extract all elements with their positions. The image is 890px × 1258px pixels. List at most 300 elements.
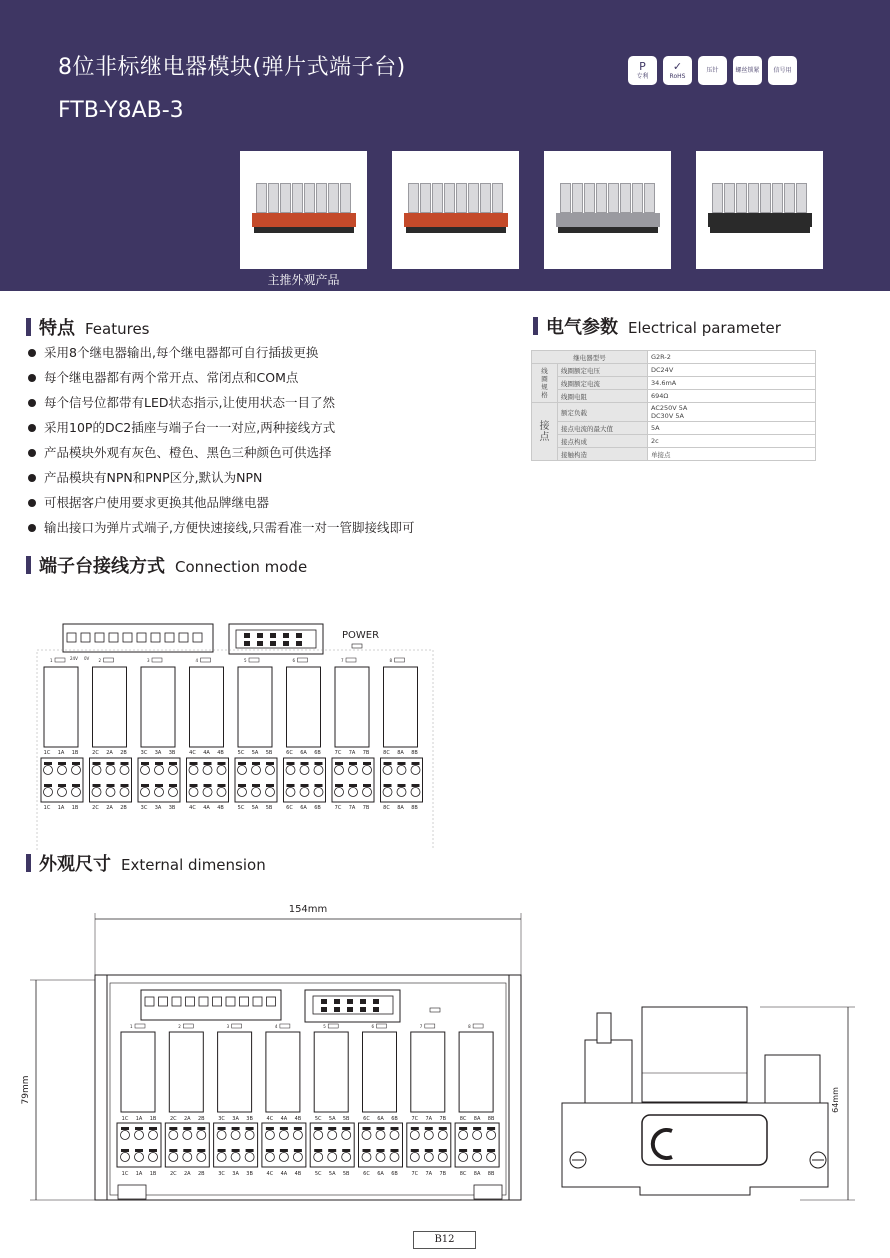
terminal-hole-icon — [149, 1153, 158, 1162]
relay-icon — [268, 183, 279, 213]
relay-icon — [724, 183, 735, 213]
terminal-hole-icon — [487, 1131, 496, 1140]
spring-lever — [459, 1127, 467, 1130]
bullet-icon — [28, 499, 36, 507]
relay-icon — [340, 183, 351, 213]
spec-key: 线圈电阻 — [558, 390, 648, 403]
screw-icon — [226, 997, 235, 1006]
terminal-hole-icon — [106, 766, 115, 775]
spring-lever — [473, 1149, 481, 1152]
spec-value: 2c — [648, 435, 816, 448]
pin-label: 5A — [251, 750, 259, 756]
relay-icon — [796, 183, 807, 213]
terminal-hole-icon — [286, 788, 295, 797]
screw-icon — [240, 997, 249, 1006]
feature-item: 每个信号位都带有LED状态指示,让使用状态一目了然 — [28, 395, 414, 420]
connection-title-en: Connection mode — [175, 558, 308, 576]
power-label: POWER — [342, 630, 380, 641]
terminal-hole-icon — [141, 788, 150, 797]
spec-key: 继电器型号 — [532, 351, 648, 364]
terminal-hole-icon — [397, 788, 406, 797]
pin-icon — [257, 641, 263, 646]
terminal-hole-icon — [72, 766, 81, 775]
channel-number: 7 — [419, 1024, 423, 1029]
relay-icon — [644, 183, 655, 213]
pin-icon — [283, 641, 289, 646]
pin-label: 7C — [334, 750, 342, 756]
terminal-hole-icon — [349, 788, 358, 797]
pin-label: 3C — [140, 750, 148, 756]
spring-lever — [169, 784, 177, 787]
channel-number: 8 — [389, 658, 393, 663]
spring-lever — [384, 762, 392, 765]
spring-lever — [349, 784, 357, 787]
pin-label: 8C — [383, 805, 390, 811]
pin-label: 8A — [473, 1171, 481, 1177]
pin-label: 5B — [342, 1116, 350, 1122]
pin-label: 2B — [120, 805, 127, 811]
spring-lever — [314, 1127, 322, 1130]
relay-icon — [304, 183, 315, 213]
spring-lever — [328, 1127, 336, 1130]
channel-number: 3 — [147, 658, 150, 663]
terminal-hole-icon — [411, 766, 420, 775]
spec-key: 接点构成 — [558, 435, 648, 448]
relay-icon — [492, 183, 503, 213]
pin-label: 7C — [411, 1116, 419, 1122]
spring-lever — [44, 762, 52, 765]
screw-icon — [253, 997, 262, 1006]
spring-lever — [377, 1149, 385, 1152]
electrical-title-cn: 电气参数 — [546, 317, 618, 338]
terminal-hole-icon — [487, 1153, 496, 1162]
channel-number: 5 — [323, 1024, 326, 1029]
bullet-icon — [28, 349, 36, 357]
spring-lever — [342, 1127, 350, 1130]
spring-lever — [183, 1127, 191, 1130]
electrical-heading — [533, 313, 781, 339]
terminal-hole-icon — [300, 788, 309, 797]
terminal-hole-icon — [120, 766, 129, 775]
spring-lever — [121, 762, 129, 765]
terminal-hole-icon — [342, 1131, 351, 1140]
terminal-hole-icon — [197, 1131, 206, 1140]
pin-label: 2C — [169, 1171, 177, 1177]
relay — [218, 1032, 252, 1112]
terminal-hole-icon — [217, 766, 226, 775]
screw-icon — [159, 997, 168, 1006]
terminal-hole-icon — [342, 1153, 351, 1162]
pin-label: 1C — [121, 1116, 129, 1122]
pin-label: 7B — [362, 750, 370, 756]
terminal-hole-icon — [459, 1153, 468, 1162]
pin-label: 5C — [237, 750, 245, 756]
led-icon — [298, 658, 308, 662]
relay-icon — [292, 183, 303, 213]
connection-diagram — [0, 600, 890, 850]
led-icon — [280, 1024, 290, 1028]
spring-lever — [183, 1149, 191, 1152]
pin-label: 3C — [218, 1171, 225, 1177]
led-icon — [473, 1024, 483, 1028]
screw-icon — [179, 633, 188, 642]
terminal-strip — [254, 227, 354, 233]
pin-label: 3B — [246, 1116, 253, 1122]
spring-lever — [121, 784, 129, 787]
spec-row — [532, 448, 816, 461]
pin-label: 2C — [92, 750, 99, 756]
terminal-hole-icon — [135, 1131, 144, 1140]
pin-label: 4C — [266, 1116, 274, 1122]
relay-row — [256, 183, 351, 213]
terminal-hole-icon — [390, 1153, 399, 1162]
spring-lever — [121, 1127, 129, 1130]
terminal-hole-icon — [121, 1153, 130, 1162]
feature-item: 每个继电器都有两个常开点、常闭点和COM点 — [28, 370, 414, 395]
pin-label: 1B — [71, 805, 79, 811]
pin-label: 5A — [251, 805, 259, 811]
spec-value: 34.6mA — [648, 377, 816, 390]
spring-lever — [197, 1127, 205, 1130]
spring-lever — [439, 1149, 447, 1152]
spec-value: G2R-2 — [648, 351, 816, 364]
pin-label: 5A — [328, 1116, 336, 1122]
terminal-hole-icon — [314, 788, 323, 797]
relay — [384, 667, 418, 747]
pin-label: 6B — [314, 805, 321, 811]
terminal-strip — [558, 227, 658, 233]
electrical-title-en: Electrical parameter — [628, 319, 781, 337]
pin-label: 1C — [43, 750, 51, 756]
pin-icon — [270, 633, 276, 638]
terminal-hole-icon — [266, 788, 275, 797]
pin-label: 4B — [294, 1116, 302, 1122]
relay-icon — [420, 183, 431, 213]
spring-lever — [232, 1149, 240, 1152]
bullet-icon — [28, 449, 36, 457]
spring-lever — [190, 784, 198, 787]
pin-label: 5C — [314, 1171, 322, 1177]
terminal-hole-icon — [217, 788, 226, 797]
channel-number: 6 — [371, 1024, 375, 1029]
header-banner — [0, 0, 890, 291]
connection-heading — [26, 552, 307, 578]
spring-lever — [294, 1127, 302, 1130]
terminal-hole-icon — [58, 788, 67, 797]
spec-row — [532, 364, 816, 377]
spring-lever — [315, 762, 323, 765]
spring-lever — [141, 784, 149, 787]
channel-number: 3 — [226, 1024, 230, 1029]
dimension-heading — [26, 850, 266, 876]
spring-lever — [93, 784, 101, 787]
terminal-hole-icon — [390, 1131, 399, 1140]
pin-label: 2A — [183, 1116, 191, 1122]
pin-label: 3C — [218, 1116, 225, 1122]
led-icon — [425, 1024, 435, 1028]
relay-icon — [280, 183, 291, 213]
product-caption: 主推外观产品 — [267, 273, 340, 287]
led-icon — [232, 1024, 242, 1028]
coil-group-label: 线圈规格 — [532, 364, 558, 403]
pin-label: 3A — [232, 1171, 239, 1177]
spring-lever — [149, 1149, 157, 1152]
screw-icon — [267, 997, 276, 1006]
pin-label: 3C — [140, 805, 148, 811]
spring-lever — [72, 784, 80, 787]
terminal-hole-icon — [72, 788, 81, 797]
pin-label: 1A — [57, 805, 65, 811]
pin-label: 1A — [135, 1116, 143, 1122]
pin-icon — [244, 633, 250, 638]
pin-icon — [283, 633, 289, 638]
terminal-hole-icon — [197, 1153, 206, 1162]
terminal-hole-icon — [231, 1153, 240, 1162]
led-icon — [201, 658, 211, 662]
terminal-hole-icon — [92, 788, 101, 797]
terminal-hole-icon — [169, 1153, 178, 1162]
spring-lever — [218, 784, 226, 787]
relay-icon — [408, 183, 419, 213]
relay — [121, 1032, 155, 1112]
relay-icon — [256, 183, 267, 213]
relay — [93, 667, 127, 747]
terminal-side — [765, 1055, 820, 1103]
terminal-hole-icon — [473, 1153, 482, 1162]
terminal-hole-icon — [383, 788, 392, 797]
spring-lever — [232, 1127, 240, 1130]
terminal-hole-icon — [231, 1131, 240, 1140]
pin-label: 2A — [106, 750, 113, 756]
spec-value: 694Ω — [648, 390, 816, 403]
spec-value: 单接点 — [648, 448, 816, 461]
spring-lever — [197, 1149, 205, 1152]
terminal-hole-icon — [92, 766, 101, 775]
relay-icon — [748, 183, 759, 213]
pin-label: 8A — [397, 750, 404, 756]
spring-lever — [135, 1127, 143, 1130]
feature-item: 输出接口为弹片式端子,方便快速接线,只需看准一对一管脚接线即可 — [28, 520, 414, 545]
pin-label: 1B — [149, 1116, 157, 1122]
pin-label: 2C — [92, 805, 99, 811]
pin-label: 6B — [314, 750, 321, 756]
pin-label: 6B — [391, 1171, 398, 1177]
relay — [266, 1032, 300, 1112]
pin-label: 5C — [237, 805, 245, 811]
terminal-hole-icon — [265, 1131, 274, 1140]
section-marker — [533, 317, 538, 335]
screw-icon — [123, 633, 132, 642]
spring-lever — [411, 1149, 419, 1152]
terminal-hole-icon — [121, 1131, 130, 1140]
terminal-hole-icon — [44, 788, 53, 797]
pin-label: 7C — [411, 1171, 419, 1177]
relay-row — [560, 183, 655, 213]
terminal-hole-icon — [349, 766, 358, 775]
header-pin-side — [597, 1013, 611, 1043]
spring-lever — [391, 1149, 399, 1152]
screw-icon — [145, 997, 154, 1006]
module-base — [252, 213, 356, 227]
spring-lever — [398, 784, 406, 787]
spring-lever — [363, 1127, 371, 1130]
terminal-hole-icon — [169, 1131, 178, 1140]
width-dimension-label: 154mm — [288, 904, 328, 915]
channel-number: 6 — [292, 658, 296, 663]
relay-icon — [712, 183, 723, 213]
pin-label: 6C — [286, 750, 293, 756]
spring-lever — [252, 762, 260, 765]
screw-icon — [165, 633, 174, 642]
product-photos — [240, 151, 823, 269]
pin-icon — [360, 1007, 366, 1012]
channel-number: 2 — [98, 658, 102, 663]
terminal-hole-icon — [363, 788, 372, 797]
connection-title-cn: 端子台接线方式 — [39, 556, 165, 577]
pin-label: 4A — [203, 750, 210, 756]
spec-value: AC250V 5A DC30V 5A — [648, 403, 816, 422]
spring-lever — [218, 1127, 226, 1130]
spring-lever — [218, 1149, 226, 1152]
pin-label: 3B — [246, 1171, 253, 1177]
relay-icon — [620, 183, 631, 213]
pin-label: 1C — [43, 805, 51, 811]
terminal-hole-icon — [335, 788, 344, 797]
relay-icon — [608, 183, 619, 213]
pin-label: 7B — [439, 1171, 447, 1177]
screw-icon — [109, 633, 118, 642]
supply-label: 0V — [84, 656, 90, 661]
spec-row — [532, 377, 816, 390]
screw-icon — [172, 997, 181, 1006]
screw-icon — [213, 997, 222, 1006]
pin-label: 4B — [294, 1171, 302, 1177]
pin-label: 5B — [342, 1171, 350, 1177]
spring-lever — [301, 784, 309, 787]
relay — [141, 667, 175, 747]
pin-icon — [334, 999, 340, 1004]
spring-lever — [412, 784, 420, 787]
spring-lever — [384, 784, 392, 787]
led-icon — [328, 1024, 338, 1028]
terminal-hole-icon — [473, 1131, 482, 1140]
spring-lever — [335, 784, 343, 787]
spring-lever — [238, 784, 246, 787]
spec-key: 线圈额定电压 — [558, 364, 648, 377]
pin-label: 8C — [459, 1171, 467, 1177]
terminal-hole-icon — [183, 1131, 192, 1140]
pin-icon — [321, 1007, 327, 1012]
terminal-hole-icon — [279, 1131, 288, 1140]
channel-number: 2 — [178, 1024, 181, 1029]
terminal-hole-icon — [314, 1131, 323, 1140]
pin-label: 3A — [154, 750, 162, 756]
pin-label: 4B — [217, 750, 224, 756]
product-photo — [392, 151, 519, 269]
spring-lever — [391, 1127, 399, 1130]
product-photo — [544, 151, 671, 269]
pin-label: 7B — [439, 1116, 447, 1122]
spring-lever — [155, 784, 163, 787]
product-photo — [240, 151, 367, 269]
relay-icon — [760, 183, 771, 213]
page-number: B12 — [413, 1231, 476, 1249]
led-icon — [152, 658, 162, 662]
pin-label: 6A — [377, 1116, 384, 1122]
pin-label: 8A — [397, 805, 404, 811]
spring-lever — [218, 762, 226, 765]
spring-lever — [425, 1127, 433, 1130]
terminal-hole-icon — [335, 766, 344, 775]
terminal-hole-icon — [410, 1131, 419, 1140]
features-title-en: Features — [85, 320, 150, 338]
screw-icon — [67, 633, 76, 642]
spring-lever — [204, 762, 212, 765]
product-photo — [696, 151, 823, 269]
relay-row — [408, 183, 503, 213]
spring-lever — [266, 784, 274, 787]
feature-item: 可根据客户使用要求更换其他品牌继电器 — [28, 495, 414, 520]
spring-lever — [335, 762, 343, 765]
pin-icon — [296, 641, 302, 646]
relay — [314, 1032, 348, 1112]
rail-clip-left — [95, 975, 107, 1200]
spring-lever — [155, 762, 163, 765]
pin-label: 6B — [391, 1116, 398, 1122]
pin-label: 2A — [106, 805, 113, 811]
spec-key: 接触构造 — [558, 448, 648, 461]
spec-key: 额定负载 — [558, 403, 648, 422]
pin-icon — [334, 1007, 340, 1012]
led-icon — [395, 658, 405, 662]
spring-lever — [363, 1149, 371, 1152]
relay — [169, 1032, 203, 1112]
pin-icon — [257, 633, 263, 638]
feature-item: 采用8个继电器输出,每个继电器都可自行插拔更换 — [28, 345, 414, 370]
pin-icon — [360, 999, 366, 1004]
terminal-hole-icon — [217, 1153, 226, 1162]
terminal-hole-icon — [238, 788, 247, 797]
relay-icon — [456, 183, 467, 213]
pin-icon — [244, 641, 250, 646]
terminal-hole-icon — [169, 788, 178, 797]
spring-lever — [44, 784, 52, 787]
terminal-hole-icon — [314, 766, 323, 775]
spring-lever — [473, 1127, 481, 1130]
features-list — [28, 345, 414, 545]
spring-lever — [204, 784, 212, 787]
spring-lever — [107, 762, 115, 765]
spring-lever — [349, 762, 357, 765]
pin-label: 8C — [459, 1116, 467, 1122]
pin-label: 6A — [300, 750, 307, 756]
spring-lever — [398, 762, 406, 765]
pin-label: 1B — [149, 1171, 157, 1177]
pin-label: 3A — [154, 805, 162, 811]
channel-number: 7 — [341, 658, 344, 663]
spring-lever — [246, 1127, 254, 1130]
led-icon — [249, 658, 259, 662]
spring-lever — [238, 762, 246, 765]
spring-lever — [315, 784, 323, 787]
led-icon — [135, 1024, 145, 1028]
pin-label: 4C — [189, 805, 196, 811]
module-base — [708, 213, 812, 227]
spec-row — [532, 422, 816, 435]
pin-label: 2B — [197, 1171, 205, 1177]
pin-label: 7B — [362, 805, 370, 811]
spring-lever — [169, 1127, 177, 1130]
